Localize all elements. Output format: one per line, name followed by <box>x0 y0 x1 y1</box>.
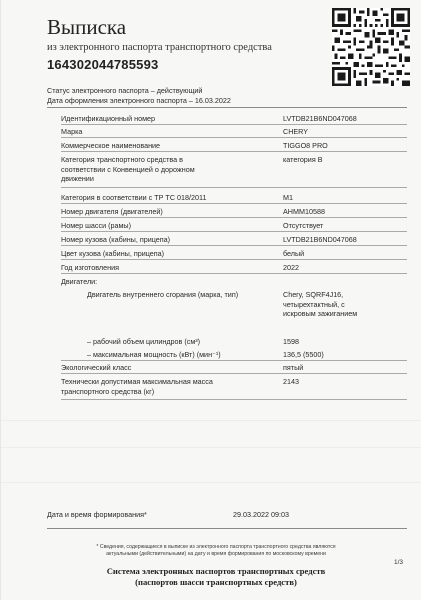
passport-number: 164302044785593 <box>47 57 159 72</box>
field-label-chassis-number: Номер шасси (рамы) <box>61 221 131 230</box>
passport-status: Статус электронного паспорта – действующий <box>47 86 203 95</box>
row-divider <box>61 137 407 138</box>
field-label-engine-type: Двигатель внутреннего сгорания (марка, тип) <box>87 290 239 299</box>
row-divider <box>61 203 407 204</box>
field-value-tr-ts-category: M1 <box>283 193 293 202</box>
field-label-max-power: – максимальная мощность (кВт) (мин⁻¹) <box>87 350 221 359</box>
field-value-vin: LVTDB21B6ND047068 <box>283 114 357 123</box>
scan-artifact <box>1 420 421 421</box>
field-label-vehicle-category: Категория транспортного средства в соответствии с Конвенцией о дорожном движении <box>61 155 195 183</box>
field-value-engine-number: AHMM10588 <box>283 207 325 216</box>
field-value-engine-type: Chery, SQRF4J16, четырехтактный, с искровым зажиганием <box>283 290 358 318</box>
field-value-make: CHERY <box>283 127 309 136</box>
row-divider <box>61 124 407 125</box>
field-label-body-color: Цвет кузова (кабины, прицепа) <box>61 249 165 258</box>
row-divider <box>61 360 407 361</box>
field-label-make: Марка <box>61 127 83 136</box>
field-label-tr-ts-category: Категория в соответствии с ТР ТС 018/2011 <box>61 193 207 202</box>
field-label-displacement: – рабочий объем цилиндров (см³) <box>87 337 201 346</box>
page-number: 1/3 <box>394 559 404 566</box>
field-value-body-number: LVTDB21B6ND047068 <box>283 235 357 244</box>
system-name: Система электронных паспортов транспортных средств (паспортов шасси транспортных средств) <box>106 566 326 587</box>
field-value-vehicle-category: категория B <box>283 155 323 164</box>
field-label-vin: Идентификационный номер <box>61 114 156 123</box>
field-label-commercial-name: Коммерческое наименование <box>61 141 161 150</box>
row-divider <box>61 151 407 152</box>
row-divider <box>61 399 407 400</box>
row-divider <box>61 217 407 218</box>
row-divider <box>61 245 407 246</box>
formed-value: 29.03.2022 09:03 <box>233 510 289 519</box>
field-label-max-mass: Технически допустимая максимальная масса транспортного средства (кг) <box>61 377 213 396</box>
row-divider <box>61 231 407 232</box>
field-value-chassis-number: Отсутствует <box>283 221 324 230</box>
footnote: * Сведения, содержащиеся в выписке из электронного паспорта транспортного средства являются актуальными (действительными) на дату и время формирования по московскому времени <box>96 544 336 557</box>
document-title: Выписка <box>47 15 127 39</box>
formed-label: Дата и время формирования* <box>47 510 147 519</box>
row-divider <box>61 373 407 374</box>
field-value-year: 2022 <box>283 263 299 272</box>
field-value-displacement: 1598 <box>283 337 299 346</box>
field-value-max-power: 136,5 (5500) <box>283 350 324 359</box>
qr-code-icon <box>332 8 410 86</box>
field-value-body-color: белый <box>283 249 305 258</box>
engines-heading: Двигатели: <box>61 277 98 286</box>
row-divider <box>61 259 407 260</box>
field-value-max-mass: 2143 <box>283 377 299 386</box>
document-subtitle: из электронного паспорта транспортного средства <box>47 42 272 53</box>
field-label-body-number: Номер кузова (кабины, прицепа) <box>61 235 171 244</box>
field-value-commercial-name: TIGGO8 PRO <box>283 141 328 150</box>
row-divider <box>61 187 407 188</box>
scan-artifact <box>1 447 421 448</box>
field-label-engine-number: Номер двигателя (двигателей) <box>61 207 163 216</box>
row-divider <box>61 273 407 274</box>
header-divider <box>47 107 407 108</box>
scan-artifact <box>1 482 421 483</box>
footer-divider <box>47 528 407 529</box>
passport-issue-date: Дата оформления электронного паспорта – 16.03.2022 <box>47 96 231 105</box>
field-label-eco-class: Экологический класс <box>61 363 132 372</box>
field-value-eco-class: пятый <box>283 363 304 372</box>
field-label-year: Год изготовления <box>61 263 119 272</box>
